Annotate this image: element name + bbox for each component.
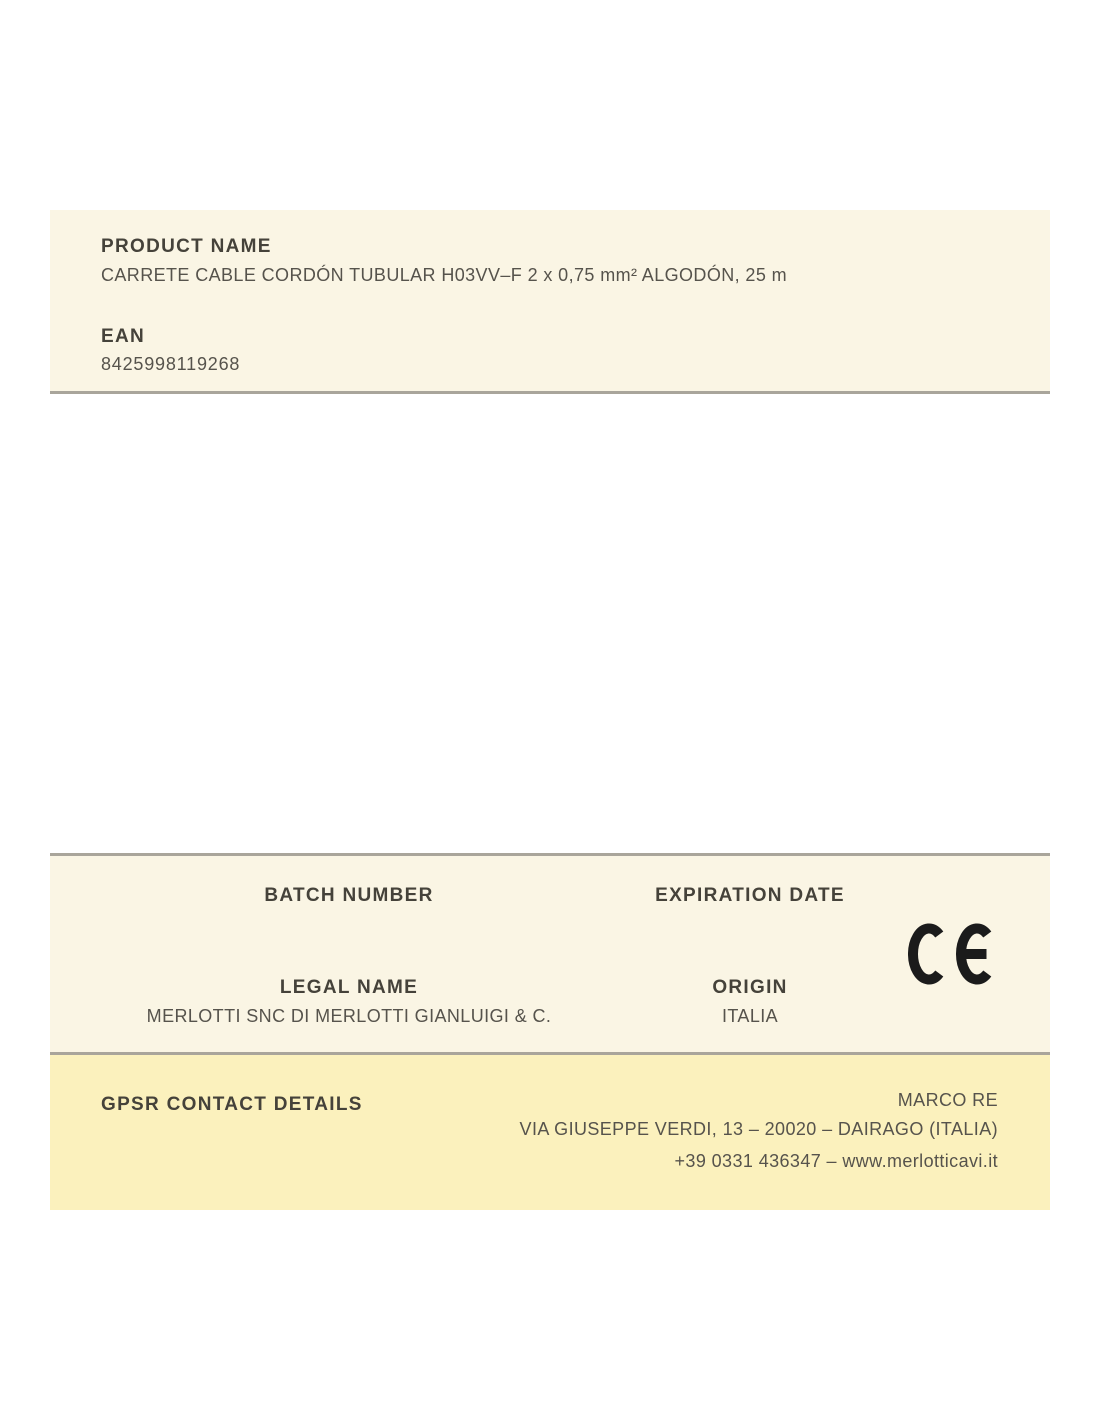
- product-info-panel: [50, 210, 1050, 394]
- ce-mark-icon: [908, 923, 993, 985]
- gpsr-contact-phone-web: +39 0331 436347 – www.merlotticavi.it: [674, 1151, 998, 1171]
- gpsr-contact-label: GPSR CONTACT DETAILS: [101, 1094, 363, 1115]
- origin-label: ORIGIN: [712, 977, 788, 998]
- ean-value: 8425998119268: [101, 354, 241, 374]
- legal-name-label: LEGAL NAME: [279, 977, 419, 998]
- gpsr-contact-panel: [50, 1055, 1050, 1210]
- product-name-value: CARRETE CABLE CORDÓN TUBULAR H03VV–F 2 x 0,75 mm² ALGODÓN, 25 m: [101, 265, 788, 285]
- batch-legal-panel: [50, 853, 1050, 1055]
- gpsr-contact-name: MARCO RE: [897, 1090, 998, 1110]
- ean-label: EAN: [101, 326, 146, 347]
- origin-value: ITALIA: [721, 1006, 779, 1026]
- batch-number-label: BATCH NUMBER: [264, 885, 434, 906]
- gpsr-contact-block: [520, 1091, 998, 1171]
- product-name-label: PRODUCT NAME: [101, 236, 272, 257]
- expiration-date-label: EXPIRATION DATE: [655, 885, 845, 906]
- gpsr-contact-address: VIA GIUSEPPE VERDI, 13 – 20020 – DAIRAGO (ITALIA): [519, 1119, 998, 1139]
- legal-name-value: MERLOTTI SNC DI MERLOTTI GIANLUIGI & C.: [146, 1006, 552, 1026]
